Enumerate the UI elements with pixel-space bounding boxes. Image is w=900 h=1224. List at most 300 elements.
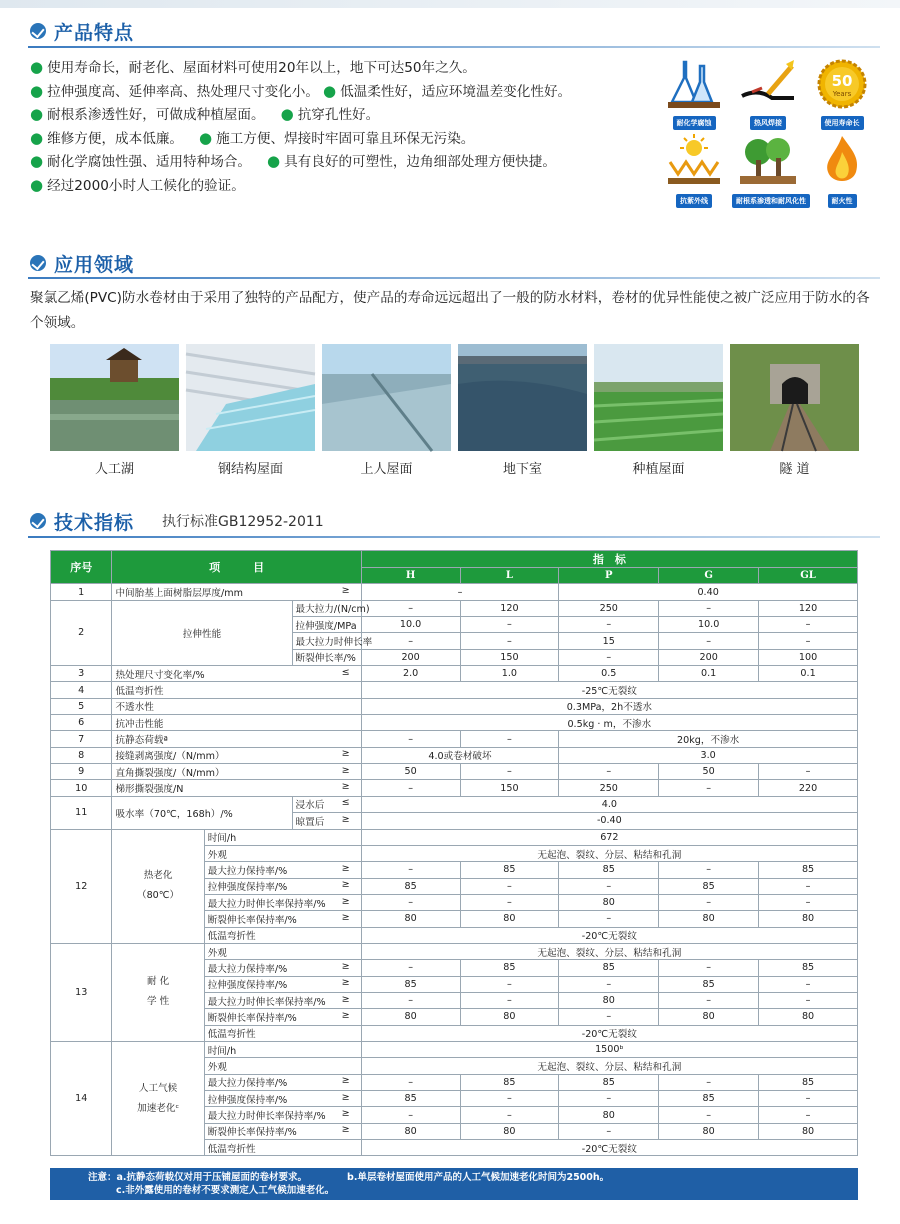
row-sym: ≥ — [341, 1091, 350, 1103]
row-value: – — [759, 894, 858, 910]
row-item-text: 最大拉力保持率/% — [207, 865, 288, 877]
row-item: 低温弯折性 — [112, 682, 361, 698]
row-value: 0.5 — [559, 666, 659, 682]
feature-line — [30, 80, 650, 104]
table-row — [51, 780, 858, 796]
row-value: 80 — [659, 911, 759, 927]
row-value: 85 — [559, 960, 659, 976]
bullet-icon: ● — [30, 175, 44, 194]
row-value: – — [659, 780, 759, 796]
row-item — [204, 862, 361, 878]
applications-section-header — [30, 250, 134, 276]
row-item-text: 最大拉力/(N/cm) — [295, 604, 370, 616]
grade-header: P — [559, 568, 659, 584]
row-item-text: 外观 — [207, 947, 227, 959]
row-value: 无起泡、裂纹、分层、粘结和孔洞 — [361, 1058, 857, 1074]
row-value: 80 — [759, 1009, 858, 1025]
row-value: – — [759, 976, 858, 992]
row-group: 拉伸性能 — [112, 600, 292, 665]
row-value: 220 — [759, 780, 858, 796]
row-item-text: 最大拉力保持率/% — [207, 1078, 288, 1090]
row-no: 7 — [51, 731, 112, 747]
feature-line — [30, 103, 650, 127]
row-value: 120 — [759, 600, 858, 616]
row-sym: ≥ — [341, 879, 350, 891]
row-value: – — [659, 894, 759, 910]
row-value: – — [659, 600, 759, 616]
photo-caption: 种植屋面 — [632, 462, 685, 477]
row-item — [292, 600, 370, 616]
icon-label: 耐根系渗透和耐风化性 — [732, 194, 810, 208]
row-value: 85 — [460, 862, 559, 878]
row-value: 80 — [759, 1123, 858, 1139]
row-value: 80 — [659, 1123, 759, 1139]
row-value: 80 — [460, 911, 559, 927]
row-no: 9 — [51, 764, 112, 780]
row-item-text: 低温弯折性 — [207, 1029, 256, 1041]
row-item — [204, 894, 361, 910]
row-item-text: 拉伸强度/MPa — [295, 620, 357, 632]
row-value: – — [659, 992, 759, 1008]
row-item — [204, 1140, 361, 1156]
applications-title: 应用领域 — [54, 253, 135, 276]
row-value: – — [659, 862, 759, 878]
row-value: 150 — [460, 649, 559, 665]
bullet-icon: ● — [30, 58, 44, 76]
row-value: – — [361, 780, 460, 796]
row-value: 50 — [361, 764, 460, 780]
row-value: – — [361, 992, 460, 1008]
feature-text: 使用寿命长，耐老化、屋面材料可使用20年以上，地下可达50年之久。 — [47, 60, 476, 76]
feature-line — [30, 127, 650, 151]
row-item: 直角撕裂强度/（N/mm） — [115, 767, 225, 779]
row-item-text: 断裂伸长率保持率/% — [207, 1012, 297, 1024]
row-value: 10.0 — [659, 617, 759, 633]
row-value: – — [759, 992, 858, 1008]
row-item-text: 拉伸强度保持率/% — [207, 1094, 288, 1106]
row-value: 1500ᵇ — [361, 1041, 857, 1057]
row-sym: ≥ — [341, 862, 350, 874]
row-item-text: 外观 — [207, 849, 227, 861]
row-item-text: 最大拉力时伸长率保持率/% — [207, 996, 326, 1008]
row-value: 80 — [361, 911, 460, 927]
row-item — [204, 829, 361, 845]
row-value: – — [460, 878, 559, 894]
row-item: 晾置后 — [295, 816, 325, 828]
row-value: – — [460, 731, 559, 747]
bullet-icon: ● — [30, 105, 44, 123]
row-group-line: 加速老化ᶜ — [137, 1102, 180, 1114]
row-value: 85 — [559, 1074, 659, 1090]
row-item — [292, 633, 373, 649]
row-value: – — [361, 600, 460, 616]
row-group-line: 人工气候 — [138, 1082, 178, 1094]
check-icon — [30, 255, 46, 271]
row-value: -20℃无裂纹 — [361, 927, 857, 943]
row-value: 无起泡、裂纹、分层、粘结和孔洞 — [361, 845, 857, 861]
row-group-line: （80℃） — [136, 890, 180, 902]
years-badge-icon — [806, 58, 878, 130]
table-row — [51, 715, 858, 731]
row-item: 热处理尺寸变化率/% — [115, 669, 205, 681]
row-item-text: 时间/h — [207, 833, 237, 845]
row-sym: ≥ — [341, 977, 350, 989]
row-group-line: 学 性 — [146, 996, 170, 1008]
row-value: 20kg，不渗水 — [559, 731, 858, 747]
bullet-icon: ● — [30, 81, 44, 100]
note-line — [88, 1184, 858, 1197]
row-value: – — [361, 1107, 460, 1123]
table-row — [51, 796, 858, 812]
row-item — [204, 845, 361, 861]
photo-caption: 人工湖 — [94, 462, 134, 477]
row-value: – — [361, 894, 460, 910]
row-no: 2 — [51, 600, 112, 665]
row-value: – — [460, 633, 559, 649]
row-item-text: 拉伸强度保持率/% — [207, 882, 288, 894]
row-item — [204, 1123, 361, 1139]
planted-roof-photo — [594, 344, 723, 451]
row-sym: ≥ — [341, 1009, 350, 1021]
row-item: 吸水率（70℃，168h）/% — [112, 796, 292, 829]
row-no: 14 — [51, 1041, 112, 1155]
row-value: 80 — [361, 1009, 460, 1025]
row-sym: ≥ — [341, 781, 350, 793]
row-value: – — [659, 960, 759, 976]
tech-section-header — [30, 508, 324, 534]
row-item-text: 断裂伸长率保持率/% — [207, 914, 297, 926]
check-icon — [30, 23, 46, 39]
row-value: 80 — [659, 1009, 759, 1025]
row-item: 浸水后 — [295, 800, 325, 812]
bullet-icon: ● — [267, 152, 281, 170]
row-item — [204, 1041, 361, 1057]
row-value: – — [361, 960, 460, 976]
row-sym: ≥ — [341, 1075, 350, 1087]
row-value: – — [559, 1091, 659, 1107]
feature-text: 维修方便，成本低廉。 — [47, 130, 184, 147]
photo-caption: 上人屋面 — [360, 462, 413, 477]
row-sym: ≥ — [341, 813, 350, 825]
row-value: 200 — [361, 649, 460, 665]
row-group — [112, 829, 204, 943]
table-notes — [50, 1168, 858, 1200]
row-value: 15 — [559, 633, 659, 649]
table-row — [51, 600, 858, 616]
row-no: 12 — [51, 829, 112, 943]
row-value: 80 — [559, 1107, 659, 1123]
row-item-text: 断裂伸长率保持率/% — [207, 1127, 297, 1139]
row-value: 85 — [659, 1091, 759, 1107]
row-item — [204, 1058, 361, 1074]
row-no: 5 — [51, 698, 112, 714]
row-item-text: 低温弯折性 — [207, 1143, 256, 1155]
feature-text: 低温柔性好，适应环境温差变化性好。 — [340, 83, 572, 100]
row-value: – — [361, 584, 559, 600]
row-sym: ≥ — [341, 960, 350, 972]
row-value: 85 — [460, 960, 559, 976]
row-value: 85 — [659, 976, 759, 992]
table-row — [51, 943, 858, 959]
row-value: 85 — [361, 878, 460, 894]
row-no: 10 — [51, 780, 112, 796]
row-no: 13 — [51, 943, 112, 1041]
row-value: 100 — [759, 649, 858, 665]
row-value: – — [460, 992, 559, 1008]
row-sym: ≤ — [341, 666, 350, 678]
feature-text: 经过2000小时人工候化的验证。 — [47, 177, 245, 194]
row-item — [204, 878, 361, 894]
table-row — [51, 731, 858, 747]
row-value: -0.40 — [361, 813, 857, 829]
row-value: 200 — [659, 649, 759, 665]
row-no: 4 — [51, 682, 112, 698]
row-value: – — [559, 649, 659, 665]
row-item — [204, 992, 361, 1008]
row-value: 85 — [759, 960, 858, 976]
row-no: 11 — [51, 796, 112, 829]
steel-roof-photo — [186, 344, 315, 451]
feature-line — [30, 56, 650, 80]
row-value: – — [361, 862, 460, 878]
feature-line — [30, 174, 650, 198]
bullet-icon: ● — [199, 128, 213, 147]
row-value: – — [361, 1074, 460, 1090]
features-title: 产品特点 — [54, 21, 135, 44]
row-sym: ≥ — [341, 911, 350, 923]
row-value: 80 — [559, 894, 659, 910]
row-group — [112, 943, 204, 1041]
row-value: 120 — [460, 600, 559, 616]
feature-text: 耐化学腐蚀性强、适用特种场合。 — [47, 154, 251, 170]
row-sym: ≥ — [341, 748, 350, 760]
row-item — [204, 976, 361, 992]
accessible-roof-photo — [322, 344, 451, 451]
row-value: – — [559, 976, 659, 992]
row-item — [292, 649, 361, 665]
feature-text: 耐根系渗透性好，可做成种植屋面。 — [47, 107, 265, 123]
row-value: – — [559, 617, 659, 633]
row-value: – — [460, 976, 559, 992]
row-group-line: 耐 化 — [146, 976, 170, 988]
feature-text: 拉伸强度高、延伸率高、热处理尺寸变化小。 — [47, 83, 319, 100]
features-section-header — [30, 18, 134, 44]
flask-icon — [658, 58, 730, 130]
row-group — [112, 1041, 204, 1155]
note-c: c.非外露使用的卷材不要求测定人工气候加速老化。 — [116, 1185, 335, 1196]
row-value: 85 — [759, 862, 858, 878]
row-value: -20℃无裂纹 — [361, 1025, 857, 1041]
header-no: 序号 — [51, 551, 112, 584]
bullet-icon: ● — [30, 152, 44, 170]
row-value: 1.0 — [460, 666, 559, 682]
header-index: 指 标 — [361, 551, 857, 568]
row-value: 0.3MPa，2h不透水 — [361, 698, 857, 714]
row-value: – — [361, 731, 460, 747]
row-item: 接缝剥离强度/（N/mm） — [115, 751, 225, 763]
row-value: – — [659, 1074, 759, 1090]
row-value: 250 — [559, 600, 659, 616]
row-value: 80 — [460, 1009, 559, 1025]
row-item — [204, 943, 361, 959]
section-rule — [28, 536, 880, 538]
lake-photo — [50, 344, 179, 451]
table-row — [51, 747, 858, 763]
row-item — [292, 617, 361, 633]
tunnel-photo — [730, 344, 859, 451]
row-value: – — [559, 1123, 659, 1139]
row-item — [204, 1074, 361, 1090]
row-item-text: 外观 — [207, 1061, 227, 1073]
row-value: – — [559, 878, 659, 894]
row-value: 80 — [759, 911, 858, 927]
row-value: 80 — [361, 1123, 460, 1139]
grade-header: GL — [759, 568, 858, 584]
row-value: – — [759, 764, 858, 780]
icon-label: 耐火性 — [828, 194, 857, 208]
bullet-icon: ● — [280, 105, 294, 123]
row-value: 85 — [460, 1074, 559, 1090]
row-value: – — [361, 633, 460, 649]
row-item-text: 最大拉力时伸长率 — [295, 637, 373, 649]
row-item-text: 低温弯折性 — [207, 931, 256, 943]
feature-text: 具有良好的可塑性，边角细部处理方便快捷。 — [284, 154, 556, 170]
photo-caption: 地下室 — [502, 462, 542, 477]
row-value: 85 — [759, 1074, 858, 1090]
row-value: 85 — [361, 1091, 460, 1107]
row-value: – — [759, 1107, 858, 1123]
icon-label: 抗紫外线 — [676, 194, 712, 208]
row-value: 50 — [659, 764, 759, 780]
table-row — [51, 1041, 858, 1057]
row-value: – — [460, 617, 559, 633]
row-value: 0.5kg · m，不渗水 — [361, 715, 857, 731]
row-value: 80 — [559, 992, 659, 1008]
note-b: b.单层卷材屋面使用产品的人工气候加速老化时间为2500h。 — [347, 1172, 610, 1183]
row-no: 6 — [51, 715, 112, 731]
basement-photo — [458, 344, 587, 451]
icon-label: 使用寿命长 — [821, 116, 864, 130]
row-item-text: 断裂伸长率/% — [295, 653, 356, 665]
table-row — [51, 666, 858, 682]
row-sym: ≥ — [341, 764, 350, 776]
welding-icon — [732, 58, 804, 130]
row-sym: ≥ — [341, 895, 350, 907]
row-sym: ≥ — [341, 993, 350, 1005]
row-value: – — [759, 633, 858, 649]
row-value: -25℃无裂纹 — [361, 682, 857, 698]
row-value: – — [759, 1091, 858, 1107]
bullet-icon: ● — [322, 81, 337, 100]
row-item: 中间胎基上面树脂层厚度/mm — [115, 588, 243, 600]
row-sym: ≤ — [341, 797, 350, 809]
header-item: 项 目 — [112, 551, 361, 584]
photo-caption: 隧 道 — [779, 462, 810, 477]
row-value: – — [460, 1107, 559, 1123]
row-item-text: 最大拉力保持率/% — [207, 963, 288, 975]
row-value: 0.40 — [559, 584, 858, 600]
row-value: 85 — [559, 862, 659, 878]
applications-intro: 聚氯乙烯(PVC)防水卷材由于采用了独特的产品配方，使产品的寿命远远超出了一般的防水材料，卷材的优异性能使之被广泛应用于防水的各个领域。 — [30, 290, 870, 331]
spec-table — [50, 550, 858, 1156]
row-value: – — [559, 764, 659, 780]
row-value: – — [559, 911, 659, 927]
row-value: 150 — [460, 780, 559, 796]
row-item-text: 时间/h — [207, 1045, 237, 1057]
row-value: 4.0或卷材破坏 — [361, 747, 559, 763]
row-value: – — [759, 617, 858, 633]
row-sym: ≥ — [341, 585, 350, 597]
table-row — [51, 829, 858, 845]
check-icon — [30, 513, 46, 529]
row-value: 0.1 — [759, 666, 858, 682]
row-value: – — [460, 894, 559, 910]
row-item — [204, 1107, 361, 1123]
row-value: -20℃无裂纹 — [361, 1140, 857, 1156]
row-no: 3 — [51, 666, 112, 682]
row-value: 10.0 — [361, 617, 460, 633]
feature-text: 施工方便、焊接时牢固可靠且环保无污染。 — [216, 130, 475, 147]
tech-title: 技术指标 — [54, 511, 135, 534]
note-line — [88, 1171, 858, 1184]
row-item — [204, 960, 361, 976]
icon-label: 耐化学腐蚀 — [673, 116, 716, 130]
row-item: 不透水性 — [112, 698, 361, 714]
row-item — [204, 911, 361, 927]
table-row — [51, 584, 858, 600]
row-item — [204, 1009, 361, 1025]
row-no: 1 — [51, 584, 112, 600]
table-row — [51, 764, 858, 780]
row-item — [204, 1025, 361, 1041]
row-value: 85 — [361, 976, 460, 992]
row-value: – — [659, 1107, 759, 1123]
section-rule — [28, 277, 880, 279]
row-sym: ≥ — [341, 1124, 350, 1136]
sun-icon — [658, 134, 730, 208]
feature-text: 抗穿孔性好。 — [297, 107, 380, 123]
row-item — [204, 1091, 361, 1107]
row-value: – — [460, 764, 559, 780]
row-value: 无起泡、裂纹、分层、粘结和孔洞 — [361, 943, 857, 959]
features-list — [30, 56, 650, 197]
badge-text: Years — [832, 90, 852, 98]
row-item-text: 最大拉力时伸长率保持率/% — [207, 1111, 326, 1123]
row-item: 梯形撕裂强度/N — [115, 784, 184, 796]
photo-caption: 钢结构屋面 — [217, 462, 283, 477]
row-value: 85 — [659, 878, 759, 894]
row-value: – — [659, 633, 759, 649]
note-a: a.抗静态荷载仅对用于压铺屋面的卷材要求。 — [116, 1172, 308, 1183]
row-item: 抗静态荷载ª — [112, 731, 361, 747]
table-header-row — [51, 551, 858, 568]
table-row — [51, 682, 858, 698]
row-no: 8 — [51, 747, 112, 763]
bullet-icon: ● — [30, 128, 44, 147]
badge-number: 50 — [831, 72, 853, 90]
row-item-text: 拉伸强度保持率/% — [207, 980, 288, 992]
grade-header: L — [460, 568, 559, 584]
top-band — [0, 0, 900, 8]
flame-icon — [806, 134, 878, 208]
row-value: – — [460, 1091, 559, 1107]
row-value: – — [759, 878, 858, 894]
row-value: 672 — [361, 829, 857, 845]
row-value: 0.1 — [659, 666, 759, 682]
row-item: 抗冲击性能 — [112, 715, 361, 731]
row-value: 4.0 — [361, 796, 857, 812]
table-row — [51, 698, 858, 714]
